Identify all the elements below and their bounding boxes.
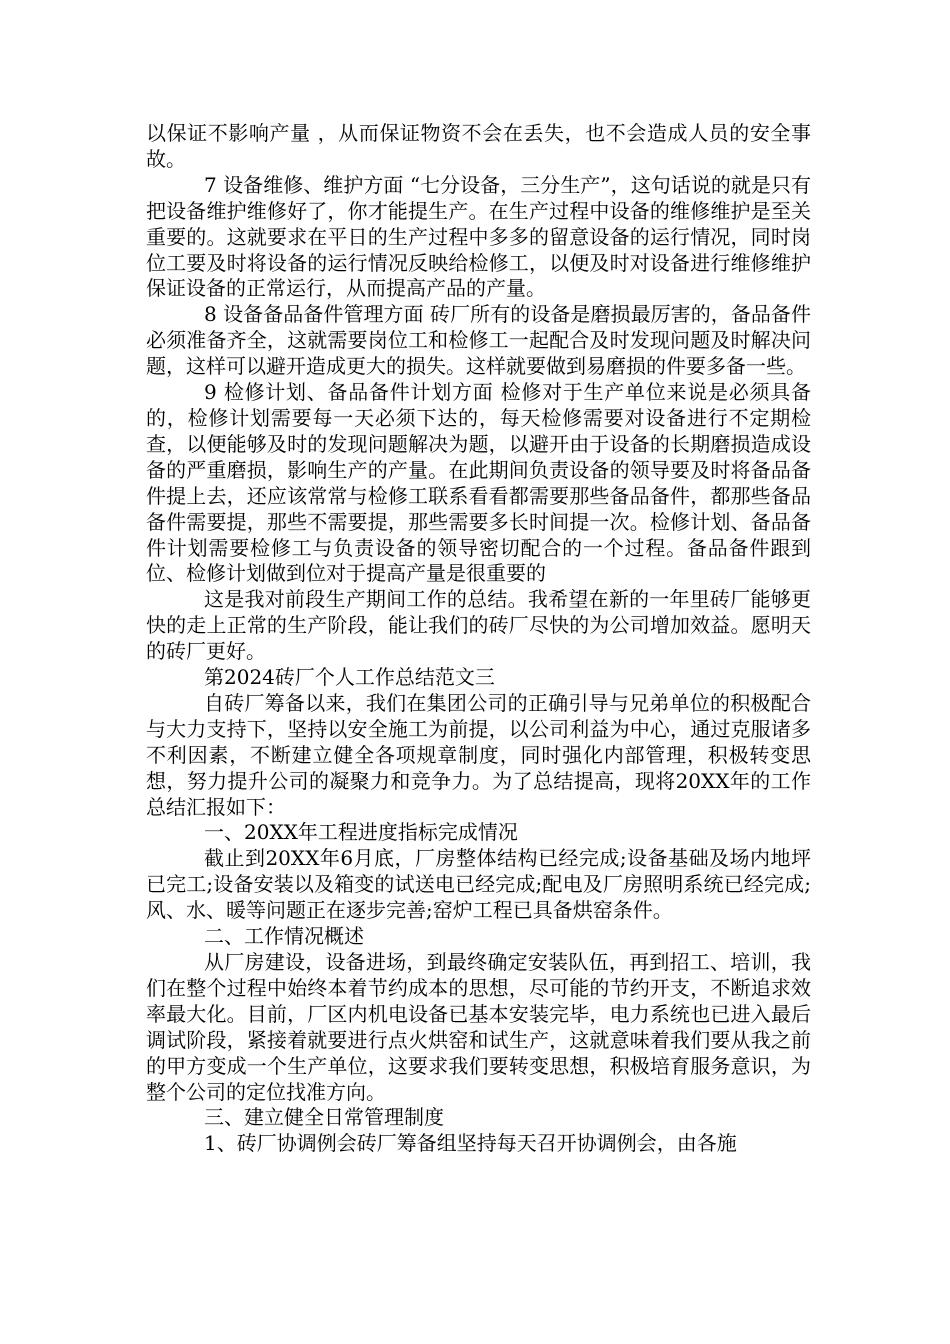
paragraph-repair-plan: 9 检修计划、备品备件计划方面 检修对于生产单位来说是必须具备的，检修计划需要每一天必须下达的，每天检修需要对设备进行不定期检查，以便能够及时的发现问题解决为题，以避开由于设备的长期磨损造成设备的严重磨损，影响生产的产量。在此期间负责设备的领导要及时将备品备件提上去，还应该常常与检修工联系看看都需要那些备品备件，都那些备品备件需要提，那些不需要提，那些需要多长时间提一次。检修计划、备品备件计划需要检修工与负责设备的领导密切配合的一个过程。备品备件跟到位、检修计划做到位对于提高产量是很重要的 <box>146 380 811 586</box>
paragraph-overview: 从厂房建设，设备进场，到最终确定安装队伍，再到招工、培训，我们在整个过程中始终本着节约成本的思想，尽可能的节约开支，不断追求效率最大化。目前，厂区内机电设备已基本安装完毕，电力系统也已进入最后调试阶段，紧接着就要进行点火烘窑和试生产，这就意味着我们要从我之前的甲方变成一个生产单位，这要求我们要转变思想，积极培育服务意识，为整个公司的定位找准方向。 <box>146 950 811 1104</box>
heading-overview: 二、工作情况概述 <box>204 924 364 949</box>
paragraph-conclusion: 这是我对前段生产期间工作的总结。我希望在新的一年里砖厂能够更快的走上正常的生产阶段，能让我们的砖厂尽快的为公司增加效益。愿明天的砖厂更好。 <box>146 587 811 664</box>
paragraph-safety-continuation: 以保证不影响产量 ，从而保证物资不会在丢失，也不会造成人员的安全事故。 <box>146 121 811 171</box>
paragraph-spare-parts-management: 8 设备备品备件管理方面 砖厂所有的设备是磨损最厉害的，备品备件必须准备齐全，这就需要岗位工和检修工一起配合及时发现问题及时解决问题，这样可以避开造成更大的损失。这样就要做到易磨损的件要多备一些。 <box>146 302 811 379</box>
paragraph-introduction: 自砖厂筹备以来，我们在集团公司的正确引导与兄弟单位的积极配合与大力支持下，坚持以安全施工为前提，以公司利益为中心，通过克服诸多不利因素，不断建立健全各项规章制度，同时强化内部管理，积极转变思想，努力提升公司的凝聚力和竞争力。为了总结提高，现将20XX年的工作总结汇报如下： <box>146 690 811 819</box>
paragraph-equipment-maintenance: 7 设备维修、维护方面 “七分设备，三分生产”，这句话说的就是只有把设备维护维修好了，你才能提生产。在生产过程中设备的维修维护是至关重要的。这就要求在平日的生产过程中多多的留意设备的运行情况，同时岗位工要及时将设备的运行情况反映给检修工，以便及时对设备进行维修维护保证设备的正常运行，从而提高产品的产量。 <box>146 172 811 301</box>
heading-management-system: 三、建立健全日常管理制度 <box>204 1105 444 1130</box>
document-page <box>146 121 811 1157</box>
section-title-sample-three: 第2024砖厂个人工作总结范文三 <box>204 665 495 690</box>
heading-progress: 一、20XX年工程进度指标完成情况 <box>204 820 518 845</box>
paragraph-coordination-meeting: 1、砖厂协调例会砖厂筹备组坚持每天召开协调例会，由各施 <box>204 1131 737 1156</box>
paragraph-progress: 截止到20XX年6月底，厂房整体结构已经完成;设备基础及场内地坪已完工;设备安装以及箱变的试送电已经完成;配电及厂房照明系统已经完成;风、水、暖等问题正在逐步完善;窑炉工程已具备烘窑条件。 <box>146 846 811 923</box>
